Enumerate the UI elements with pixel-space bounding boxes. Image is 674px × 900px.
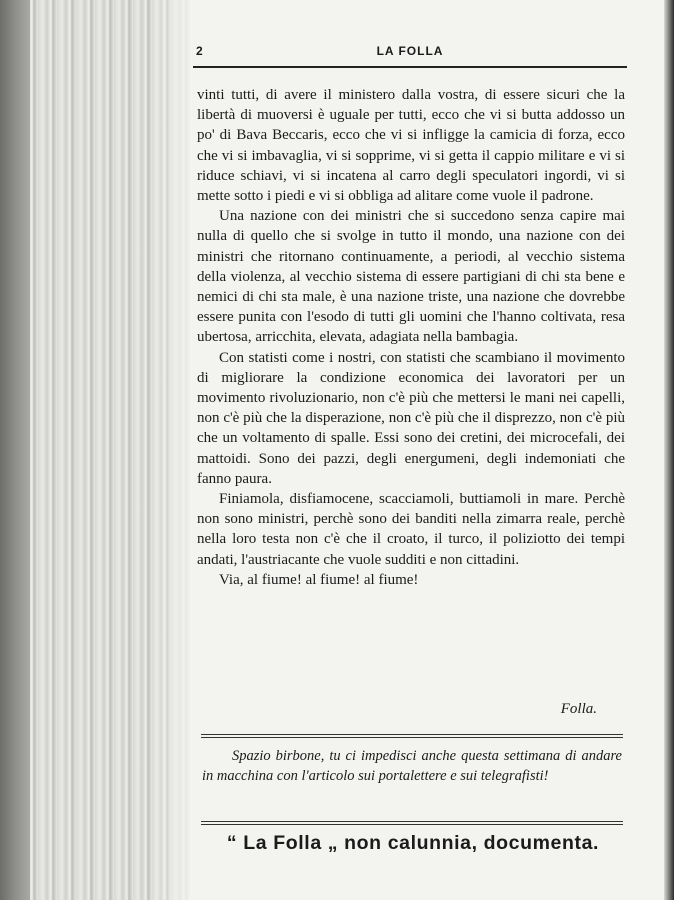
paragraph-5: Via, al fiume! al fiume! al fiume!: [219, 571, 419, 588]
running-header: [193, 42, 627, 60]
note-top-rule: [201, 734, 623, 738]
paragraph-1: vinti tutti, di avere il ministero dalla vostra, di essere sicuri che la libertà di muoversi è uguale per tutti, ecco che vi si butta addosso un po' di Bava Beccaris, ecco che vi si infligge la camicia di forza, ecco che vi si imbavaglia, vi si sopprime, vi si getta il cappio militare e vi si riduce schiavi, vi si incatena al carro degli speculatori ingordi, vi si mette sotto i piedi e vi si obbliga ad alitare come vuole il padrone.: [197, 87, 625, 205]
page: [193, 42, 627, 892]
header-rule: [193, 66, 627, 68]
paragraph-2: Una nazione con dei ministri che si succedono senza capire mai nulla di quello che si svolge in tutto il mondo, una nazione con dei ministri che ritornano continuamente, a periodi, al vecchio sistema della violenza, al vecchio sistema di essere partigiani di chi sta bene e nemici di chi sta male, è una nazione triste, una nazione che dovrebbe essere punita con l'esodo di tutti gli uomini che l'hanno coltivata, resa ubertosa, arricchita, elevata, adagiata nella bambagia.: [197, 208, 625, 346]
page-number: 2: [196, 44, 204, 58]
paragraph-4: Finiamola, disfiamocene, scacciamoli, buttiamoli in mare. Perchè non sono ministri, perchè sono dei banditi nella zimarra reale, perchè nella loro testa non c'è che il croato, il turco, il poliziotto dei tempi andati, l'austriacante che vuole sudditi e non cittadini.: [197, 491, 625, 568]
editorial-note: Spazio birbone, tu ci impedisci anche questa settimana di andare in macchina con l'articolo sui portalettere e sui telegrafisti!: [202, 748, 622, 784]
paragraph-3: Con statisti come i nostri, con statisti che scambiano il movimento di migliorare la condizione economica dei lavoratori per un movimento rivoluzionario, non c'è più che mettersi le mani nei capelli, non c'è più che la disperazione, non c'è più che il disprezzo, non c'è più che un voltamento di spalle. Essi sono dei cretini, dei microcefali, dei mattoidi. Sono dei pazzi, degli energumeni, degli indemoniati che fanno paura.: [197, 349, 625, 487]
gutter-shade: [150, 0, 195, 900]
article-body: [197, 85, 625, 590]
journal-title: LA FOLLA: [376, 44, 444, 58]
book-spine-shadow: [0, 0, 30, 900]
article-signature: Folla.: [560, 701, 597, 717]
slogan: “ La Folla „ non calunnia, documenta.: [226, 832, 600, 854]
note-bottom-rule: [201, 821, 623, 825]
page-edge: [664, 0, 674, 900]
